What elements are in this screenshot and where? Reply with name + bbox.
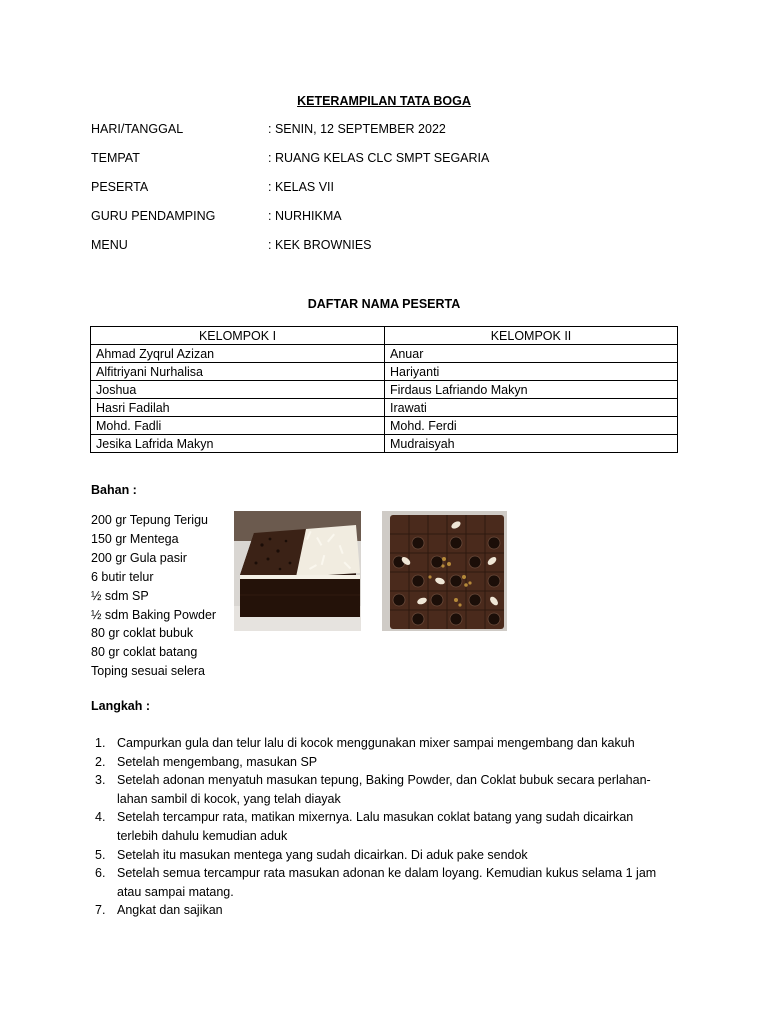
list-item — [91, 901, 671, 920]
column-header: KELOMPOK II — [385, 327, 678, 345]
info-row-teacher — [91, 209, 691, 227]
step-number: 7. — [95, 903, 106, 918]
list-item — [91, 864, 671, 901]
list-item: 80 gr coklat bubuk — [91, 626, 194, 641]
table-cell: Joshua — [91, 381, 385, 399]
table-row — [91, 435, 678, 453]
list-item: Toping sesuai selera — [91, 664, 205, 679]
roster-title: DAFTAR NAMA PESERTA — [307, 297, 461, 311]
steps-list — [91, 734, 671, 920]
list-item — [91, 753, 671, 772]
list-item — [91, 808, 671, 845]
table-cell: Mohd. Ferdi — [385, 417, 678, 435]
step-text: atau sampai matang. — [117, 884, 234, 899]
step-number: 4. — [95, 810, 106, 825]
brownie-slice-image — [234, 511, 361, 631]
step-text: Angkat dan sajikan — [117, 903, 223, 918]
table-cell: Hariyanti — [385, 363, 678, 381]
info-label: PESERTA — [91, 180, 149, 194]
brownie-tray-photo — [382, 511, 507, 631]
step-text: lahan sambil di kocok, yang telah diayak — [117, 791, 341, 806]
table-cell: Anuar — [385, 345, 678, 363]
roster-table — [90, 326, 678, 453]
table-cell: Alfitriyani Nurhalisa — [91, 363, 385, 381]
list-item: 200 gr Gula pasir — [91, 550, 187, 565]
list-item: 200 gr Tepung Terigu — [91, 513, 208, 527]
table-cell: Firdaus Lafriando Makyn — [385, 381, 678, 399]
table-row — [91, 345, 678, 363]
table-cell: Mohd. Fadli — [91, 417, 385, 435]
info-value: : KELAS VII — [268, 180, 335, 194]
info-value: : NURHIKMA — [268, 209, 342, 223]
table-row — [91, 363, 678, 381]
info-label: HARI/TANGGAL — [91, 122, 184, 136]
column-header: KELOMPOK I — [91, 327, 385, 345]
info-row-place — [91, 151, 691, 169]
info-row-date — [91, 122, 691, 140]
steps-label: Langkah : — [91, 699, 151, 713]
table-row — [91, 417, 678, 435]
table-header-row — [91, 327, 678, 345]
list-item: 6 butir telur — [91, 569, 154, 584]
list-item — [91, 846, 671, 865]
table-cell: Mudraisyah — [385, 435, 678, 453]
step-text: terlebih dahulu kemudian aduk — [117, 828, 288, 843]
table-cell: Ahmad Zyqrul Azizan — [91, 345, 385, 363]
info-value: : KEK BROWNIES — [268, 238, 372, 252]
info-label: GURU PENDAMPING — [91, 209, 216, 223]
brownie-tray-image — [382, 511, 507, 631]
table-cell: Hasri Fadilah — [91, 399, 385, 417]
step-text: Setelah semua tercampur rata masukan adonan ke dalam loyang. Kemudian kukus selama 1 jam — [117, 866, 657, 881]
list-item: ½ sdm SP — [91, 588, 149, 603]
step-text: Setelah mengembang, masukan SP — [117, 754, 318, 769]
step-text: Setelah itu masukan mentega yang sudah dicairkan. Di aduk pake sendok — [117, 847, 528, 862]
info-row-menu — [91, 238, 691, 256]
info-label: TEMPAT — [91, 151, 140, 165]
step-number: 6. — [95, 866, 106, 881]
step-text: Campurkan gula dan telur lalu di kocok menggunakan mixer sampai mengembang dan kakuh — [117, 736, 635, 750]
brownie-slice-photo — [234, 511, 361, 631]
info-value: : SENIN, 12 SEPTEMBER 2022 — [268, 122, 446, 136]
ingredients-list — [91, 511, 216, 681]
list-item: 150 gr Mentega — [91, 531, 179, 546]
table-cell: Irawati — [385, 399, 678, 417]
step-number: 1. — [95, 736, 106, 750]
list-item — [91, 734, 671, 753]
list-item: ½ sdm Baking Powder — [91, 607, 217, 622]
document-title: KETERAMPILAN TATA BOGA — [297, 94, 471, 108]
step-text: Setelah adonan menyatuh masukan tepung, Baking Powder, dan Coklat bubuk secara perlahan- — [117, 773, 651, 788]
step-number: 5. — [95, 847, 106, 862]
step-number: 3. — [95, 773, 106, 788]
info-row-participants — [91, 180, 691, 198]
info-label: MENU — [91, 238, 128, 252]
list-item — [91, 771, 671, 808]
table-row — [91, 399, 678, 417]
list-item: 80 gr coklat batang — [91, 645, 198, 660]
info-value: : RUANG KELAS CLC SMPT SEGARIA — [268, 151, 490, 165]
ingredients-label: Bahan : — [91, 483, 137, 497]
table-row — [91, 381, 678, 399]
step-text: Setelah tercampur rata, matikan mixernya. Lalu masukan coklat batang yang sudah dicairkan — [117, 810, 634, 825]
table-cell: Jesika Lafrida Makyn — [91, 435, 385, 453]
step-number: 2. — [95, 754, 106, 769]
